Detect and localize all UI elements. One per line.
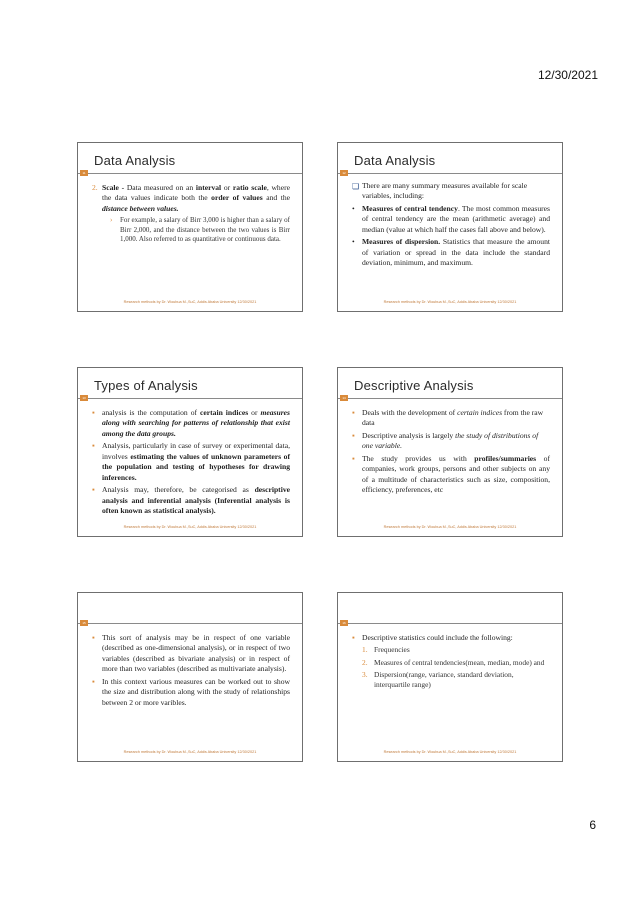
bullet-icon: ▪	[92, 408, 95, 417]
term-certain-indices: certain indices	[457, 408, 503, 417]
term-distance: distance between values.	[102, 203, 179, 213]
term-descriptive-inferential: descriptive analysis and inferential analysis (Inferential analysis is often known as statistical analysis).	[102, 485, 290, 516]
slide-body	[92, 408, 290, 519]
list-number: 1.	[362, 645, 368, 655]
title-divider	[78, 398, 302, 399]
title-divider	[338, 173, 562, 174]
bullet-icon: ▪	[352, 430, 355, 440]
list-item	[92, 633, 290, 675]
text-run: or	[248, 408, 261, 417]
term-certain-indices: certain indices	[200, 408, 249, 417]
slide-body	[352, 408, 550, 498]
list-item	[92, 408, 290, 439]
list-item	[352, 204, 550, 235]
checkbox-bullet-icon: ❏	[352, 182, 360, 191]
slide-descriptive-statistics	[337, 592, 563, 762]
term-ratio-scale: ratio scale	[232, 183, 267, 192]
bullet-icon: ▪	[92, 676, 95, 686]
slide-types-of-analysis	[77, 367, 303, 537]
slide-number-badge: 14	[340, 395, 348, 401]
list-item	[352, 431, 550, 452]
slide-data-analysis-scale	[77, 142, 303, 312]
term-order-of-values: order of values	[211, 193, 263, 203]
list-item	[92, 677, 290, 708]
term-scale: Scale -	[102, 183, 127, 192]
sub-item-text: Measures of central tendencies(mean, median, mode) and	[374, 657, 545, 667]
term-estimating: estimating the values of unknown parameters of the population and testing of hypotheses for drawing inferences.	[102, 451, 290, 482]
bullet-icon: ▪	[352, 408, 355, 417]
text-run: and the	[262, 193, 290, 203]
slide-number-badge: 13	[80, 395, 88, 401]
term-interval: interval	[195, 183, 222, 192]
slide-number-badge: 15	[80, 620, 88, 626]
sub-item	[362, 658, 550, 668]
sub-bullet-icon: ›	[110, 216, 113, 225]
slide-title: Types of Analysis	[94, 378, 198, 393]
slide-body	[352, 633, 550, 692]
list-item-text: This sort of analysis may be in respect of one variable (described as one-dimensional analysis), or in respect of two variables (described as bivariate analysis) or in respect of more than two variables (described as multivariate analysis).	[102, 633, 290, 674]
slide-number-badge: 12	[340, 170, 348, 176]
slide-number-badge: 16	[340, 620, 348, 626]
text-run: Statistics that measure the amount of variation or spread in the data include the standard deviation, minimum, and maximum.	[362, 237, 550, 268]
bullet-icon: •	[352, 237, 355, 247]
slide-footer: Research methods by Dr. Woubua M.,SuC, Addis Ababa University 12/30/2021	[383, 525, 517, 529]
slide-body	[352, 181, 550, 271]
list-item	[92, 485, 290, 516]
list-item	[352, 237, 550, 268]
intro-text: Descriptive statistics could include the following:	[362, 633, 513, 642]
text-run: Analysis, particularly in case of survey or experimental data, involves	[102, 441, 290, 461]
sub-item	[102, 216, 290, 245]
term-profiles: profiles/summaries	[474, 453, 537, 463]
slide-title: Data Analysis	[354, 153, 436, 168]
list-item	[352, 633, 550, 690]
text-run: . The most common measures of central tendency are the mean (arithmetic average) and median (value at which half the cases fall above and below).	[362, 203, 550, 234]
bullet-icon: ▪	[92, 633, 95, 642]
bullet-icon: ▪	[352, 633, 355, 642]
slide-title: Descriptive Analysis	[354, 378, 474, 393]
text-run: of companies, work groups, persons and other subjects on any of a multitude of characteristics such as size, composition, efficiency, preferences, etc	[362, 453, 550, 495]
slide-data-analysis-measures	[337, 142, 563, 312]
text-run: Descriptive analysis is largely	[362, 430, 456, 440]
term-dispersion: Measures of dispersion.	[362, 237, 441, 247]
slide-analysis-dimensions	[77, 592, 303, 762]
title-divider	[338, 398, 562, 399]
list-number: 2.	[92, 183, 98, 192]
slide-footer: Research methods by Dr. Woubua M.,SuC, Addis Ababa University 12/30/2021	[123, 750, 257, 754]
text-run: , where the data values indicate both the	[102, 183, 291, 203]
list-item	[92, 441, 290, 483]
slide-footer: Research methods by Dr. Woubua M.,SuC, Addis Ababa University 12/30/2021	[383, 300, 517, 304]
list-item	[92, 183, 290, 245]
text-run: The study provides us with	[362, 453, 475, 463]
term-study-of-distributions: the study of distributions of one variable.	[362, 430, 539, 451]
list-item	[352, 408, 550, 429]
text-run: or	[221, 183, 233, 192]
list-number: 3.	[362, 669, 368, 679]
slide-title: Data Analysis	[94, 153, 176, 168]
list-item	[352, 454, 550, 496]
slide-number-badge: 11	[80, 170, 88, 176]
sub-item	[362, 670, 550, 690]
sub-item-text: Dispersion(range, variance, standard deviation, interquartile range)	[374, 669, 514, 689]
text-run: Deals with the development of	[362, 408, 458, 417]
slide-footer: Research methods by Dr. Woubua M.,SuC, Addis Ababa University 12/30/2021	[123, 300, 257, 304]
slide-footer: Research methods by Dr. Woubua M.,SuC, Addis Ababa University 12/30/2021	[123, 525, 257, 529]
slide-descriptive-analysis	[337, 367, 563, 537]
text-run: Data measured on an	[126, 183, 196, 192]
page-number: 6	[589, 818, 596, 832]
page-date: 12/30/2021	[537, 68, 598, 82]
term-measures: measures along with searching for patterns of relationship that exist among the data groups.	[102, 408, 291, 438]
sub-item-text: For example, a salary of Birr 3,000 is higher than a salary of Birr 2,000, and the distance between the two values is Birr 1,000. Also referred to as quantitative or continuous data.	[120, 216, 290, 244]
bullet-icon: ▪	[352, 453, 355, 463]
text-run: Analysis may, therefore, be categorised as	[102, 485, 255, 495]
list-item	[352, 181, 550, 202]
slide-body	[92, 633, 290, 710]
text-run: from the raw data	[362, 408, 544, 428]
bullet-icon: •	[352, 203, 355, 213]
intro-text: There are many summary measures available for scale variables, including:	[362, 181, 528, 201]
sub-item	[362, 645, 550, 655]
text-run: analysis is the computation of	[102, 408, 201, 417]
bullet-icon: ▪	[92, 485, 95, 495]
list-item-text: In this context various measures can be worked out to show the size and distribution along with the study of relationships between 2 or more varibles.	[102, 676, 290, 707]
title-divider	[338, 623, 562, 624]
bullet-icon: ▪	[92, 441, 95, 451]
title-divider	[78, 173, 302, 174]
sub-item-text: Frequencies	[374, 645, 410, 655]
term-central-tendency: Measures of central tendency	[362, 203, 458, 213]
slide-body	[92, 183, 290, 247]
title-divider	[78, 623, 302, 624]
slide-footer: Research methods by Dr. Woubua M.,SuC, Addis Ababa University 12/30/2021	[383, 750, 517, 754]
list-number: 2.	[362, 657, 368, 667]
